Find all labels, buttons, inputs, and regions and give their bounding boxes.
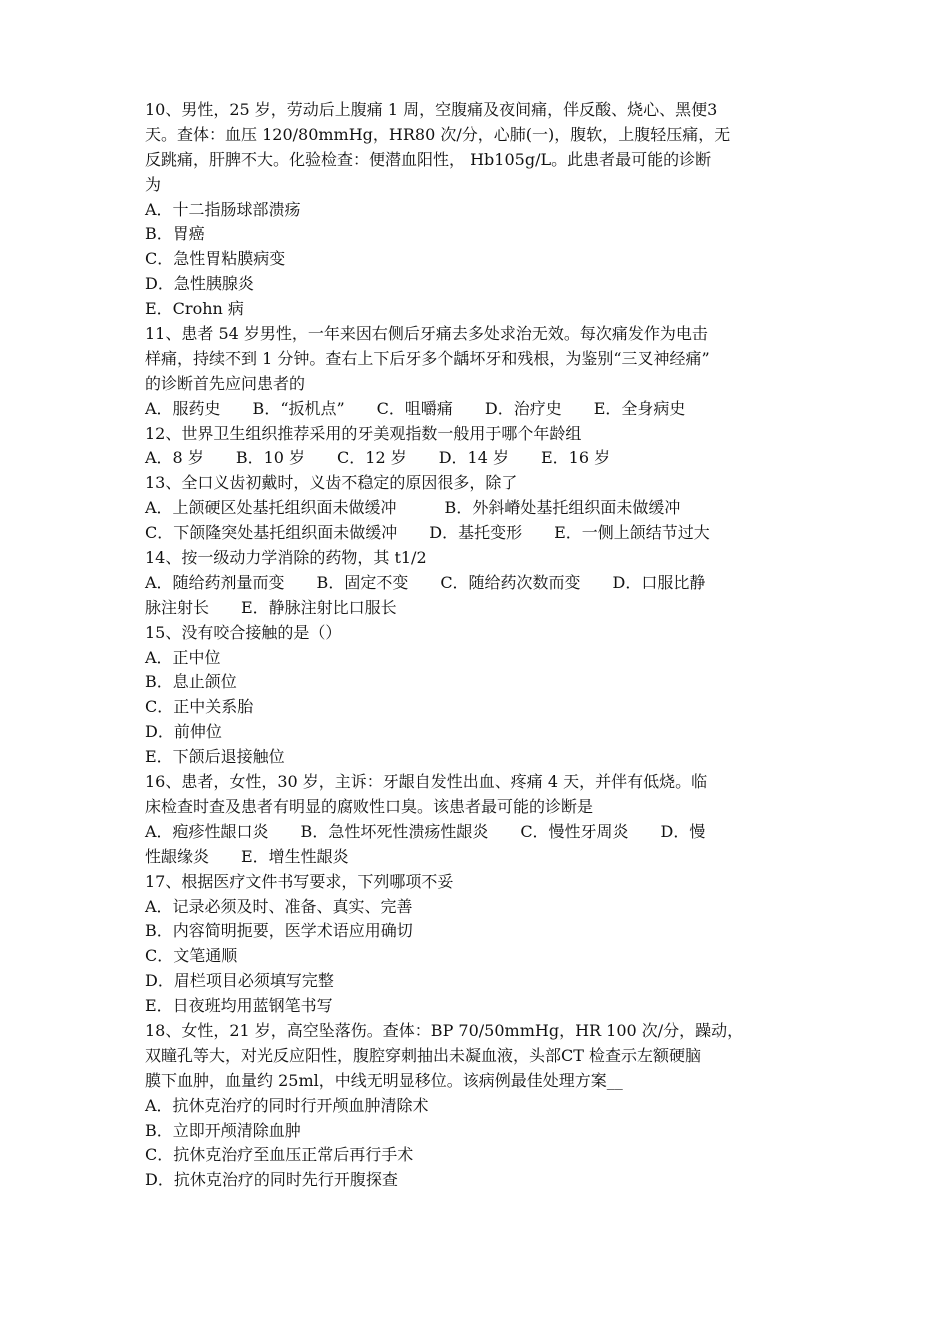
question-10 xyxy=(145,98,810,322)
answer-option-line: A．8 岁 B．10 岁 C．12 岁 D．14 岁 E．16 岁 xyxy=(145,448,611,468)
question-stem-line: 16、患者，女性，30 岁，主诉：牙龈自发性出血、疼痛 4 天，并伴有低烧。临 xyxy=(145,772,708,792)
answer-option-line: A．记录必须及时、准备、真实、完善 xyxy=(145,896,413,916)
answer-option-line: C．正中关系胎 xyxy=(145,697,254,717)
answer-option-line: D．抗休克治疗的同时先行开腹探查 xyxy=(145,1170,398,1190)
question-13 xyxy=(145,471,810,546)
question-17 xyxy=(145,870,810,1019)
answer-option-line: B．立即开颅清除血肿 xyxy=(145,1120,301,1140)
question-stem-line: 反跳痛，肝脾不大。化验检查：便潜血阳性， Hb105g/L。此患者最可能的诊断 xyxy=(145,149,712,169)
answer-option-line: B．内容简明扼要，医学术语应用确切 xyxy=(145,921,413,941)
question-stem-line: 样痛，持续不到 1 分钟。查右上下后牙多个龋坏牙和残根，为鉴别“三叉神经痛” xyxy=(145,348,710,368)
answer-option-line: E．Crohn 病 xyxy=(145,299,244,319)
answer-option-line: A．抗休克治疗的同时行开颅血肿清除术 xyxy=(145,1095,429,1115)
answer-option-line: 性龈缘炎 E．增生性龈炎 xyxy=(145,846,349,866)
question-stem-line: 10、男性，25 岁，劳动后上腹痛 1 周，空腹痛及夜间痛，伴反酸、烧心、黑便3 xyxy=(145,100,718,119)
answer-option-line: A．正中位 xyxy=(145,647,221,667)
question-stem-line: 的诊断首先应问患者的 xyxy=(145,373,306,393)
question-15 xyxy=(145,621,810,770)
question-stem-line: 17、根据医疗文件书写要求，下列哪项不妥 xyxy=(145,871,454,891)
question-stem-line: 床检查时查及患者有明显的腐败性口臭。该患者最可能的诊断是 xyxy=(145,796,594,816)
answer-option-line: C．下颌隆突处基托组织面未做缓冲 D．基托变形 E．一侧上颌结节过大 xyxy=(145,523,710,543)
question-stem-line: 15、没有咬合接触的是（） xyxy=(145,622,342,642)
question-12 xyxy=(145,422,810,472)
answer-option-line: A．上颌硬区处基托组织面未做缓冲 B．外斜嵴处基托组织面未做缓冲 xyxy=(145,498,681,518)
question-stem-line: 12、世界卫生组织推荐采用的牙美观指数一般用于哪个年龄组 xyxy=(145,423,582,443)
answer-option-line: D．前伸位 xyxy=(145,722,222,742)
answer-option-line: D．急性胰腺炎 xyxy=(145,274,254,294)
question-stem-line: 膜下血肿，血量约 25ml，中线无明显移位。该病例最佳处理方案__ xyxy=(145,1070,623,1090)
question-list xyxy=(145,98,810,1193)
answer-option-line: A．服药史 B．“扳机点” C．咀嚼痛 D．治疗史 E．全身病史 xyxy=(145,398,686,418)
question-stem-line: 双瞳孔等大，对光反应阳性，腹腔穿刺抽出未凝血液，头部CT 检查示左额硬脑 xyxy=(145,1045,702,1065)
answer-option-line: A．十二指肠球部溃疡 xyxy=(145,199,301,219)
question-14 xyxy=(145,546,810,621)
question-stem-line: 11、患者 54 岁男性，一年来因右侧后牙痛去多处求治无效。每次痛发作为电击 xyxy=(145,324,708,344)
answer-option-line: D．眉栏项目必须填写完整 xyxy=(145,971,334,991)
question-stem-line: 14、按一级动力学消除的药物，其 t1/2 xyxy=(145,548,427,568)
question-stem-line: 18、女性，21 岁，高空坠落伤。查体：BP 70/50mmHg，HR 100 次/分，躁动， xyxy=(145,1020,744,1040)
answer-option-line: C．急性胃粘膜病变 xyxy=(145,249,286,269)
question-stem-line: 13、全口义齿初戴时，义齿不稳定的原因很多，除了 xyxy=(145,473,518,493)
question-stem-line: 为 xyxy=(145,174,162,194)
answer-option-line: C．抗休克治疗至血压正常后再行手术 xyxy=(145,1145,414,1165)
answer-option-line: A．随给药剂量而变 B．固定不变 C．随给药次数而变 D．口服比静 xyxy=(145,572,706,592)
answer-option-line: 脉注射长 E．静脉注射比口服长 xyxy=(145,597,397,617)
answer-option-line: B．胃癌 xyxy=(145,224,205,244)
answer-option-line: E．日夜班均用蓝钢笔书写 xyxy=(145,996,333,1016)
answer-option-line: E．下颌后退接触位 xyxy=(145,747,285,767)
question-18 xyxy=(145,1019,810,1193)
question-stem-line: 天。查体：血压 120/80mmHg，HR80 次/分，心肺(一)，腹软，上腹轻压痛，无 xyxy=(145,124,731,144)
answer-option-line: C．文笔通顺 xyxy=(145,946,238,966)
question-16 xyxy=(145,770,810,870)
answer-option-line: B．息止颌位 xyxy=(145,672,237,692)
answer-option-line: A．疱疹性龈口炎 B．急性坏死性溃疡性龈炎 C．慢性牙周炎 D．慢 xyxy=(145,821,706,841)
question-11 xyxy=(145,322,810,422)
